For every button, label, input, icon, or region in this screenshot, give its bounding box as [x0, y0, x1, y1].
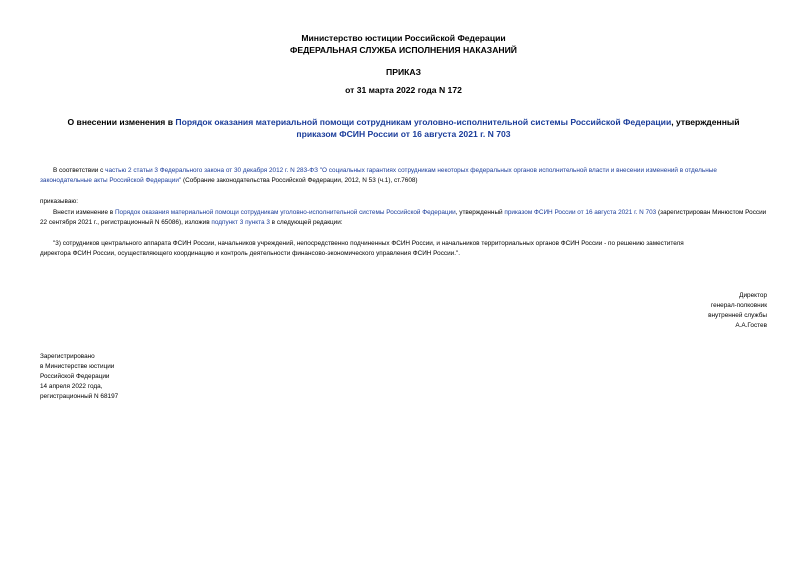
paragraph-new-wording-line-2: директора ФСИН России, осуществляющего координацию и контроль деятельности финансово-экономического управления ФСИН России.". — [40, 250, 461, 257]
procedure-link[interactable]: Порядок оказания материальной помощи сотрудникам уголовно-исполнительной системы Российской Федерации — [114, 209, 456, 216]
signature-service: внутренней службы — [708, 312, 767, 319]
document-type: ПРИКАЗ — [386, 67, 421, 77]
registration-line-4: 14 апреля 2022 года, — [40, 383, 103, 390]
p1-text-2: (Собрание законодательства Российской Федерации, 2012, N 53 (ч.1), ст.7608) — [181, 177, 418, 184]
registration-line-1: Зарегистрировано — [40, 353, 95, 360]
ministry-name: Министерство юстиции Российской Федерации — [301, 33, 506, 43]
registration-line-5: регистрационный N 68197 — [40, 393, 119, 400]
law-link[interactable]: частью 2 статьи 3 Федерального закона от 30 декабря 2012 г. N 283-ФЗ "О социальных гарантиях сотрудникам некоторых федеральных органов исполнительной власти и внесении изменений в отдельные законодательные акты Российской Федерации" — [40, 167, 717, 184]
paragraph-amendment — [40, 208, 768, 228]
paragraph-new-wording-line-1: "3) сотрудников центрального аппарата ФСИН России, начальников учреждений, непосредственно подчиненных ФСИН России, и начальников территориальных органов ФСИН России - по решению заместителя — [53, 240, 684, 247]
subclause-link[interactable]: подпункт 3 пункта 3 — [211, 219, 270, 226]
order-link[interactable]: приказом ФСИН России от 16 августа 2021 г. N 703 — [504, 209, 657, 216]
service-name: ФЕДЕРАЛЬНАЯ СЛУЖБА ИСПОЛНЕНИЯ НАКАЗАНИЙ — [290, 45, 517, 55]
signature-rank: генерал-полковник — [710, 302, 767, 309]
p3-text-1: Внести изменение в — [53, 209, 115, 216]
title-text-1: О внесении изменения в — [67, 117, 176, 127]
p1-text-1: В соответствии с — [53, 167, 106, 174]
paragraph-basis — [40, 166, 768, 186]
registration-block — [40, 352, 118, 402]
title-link-procedure[interactable]: Порядок оказания материальной помощи сотрудникам уголовно-исполнительной системы Российской Федерации — [175, 117, 672, 127]
signature-position: Директор — [739, 292, 767, 299]
p3-text-2: , утвержденный — [455, 209, 505, 216]
registration-line-3: Российской Федерации — [40, 373, 110, 380]
registration-line-2: в Министерстве юстиции — [40, 363, 115, 370]
signature-name: А.А.Гостев — [735, 322, 767, 329]
signature-block — [708, 291, 767, 331]
title-link-order[interactable]: приказом ФСИН России от 16 августа 2021 г. N 703 — [296, 129, 511, 139]
paragraph-order-word: приказываю: — [40, 198, 78, 205]
p3-text-4: в следующей редакции: — [269, 219, 343, 226]
document-title — [40, 116, 767, 140]
p3-text-3: (зарегистрирован Минюстом России 22 сентября 2021 г., регистрационный N 65086), изложив — [40, 209, 767, 226]
title-text-2: , утвержденный — [671, 117, 740, 127]
document-date: от 31 марта 2022 года N 172 — [345, 85, 462, 95]
